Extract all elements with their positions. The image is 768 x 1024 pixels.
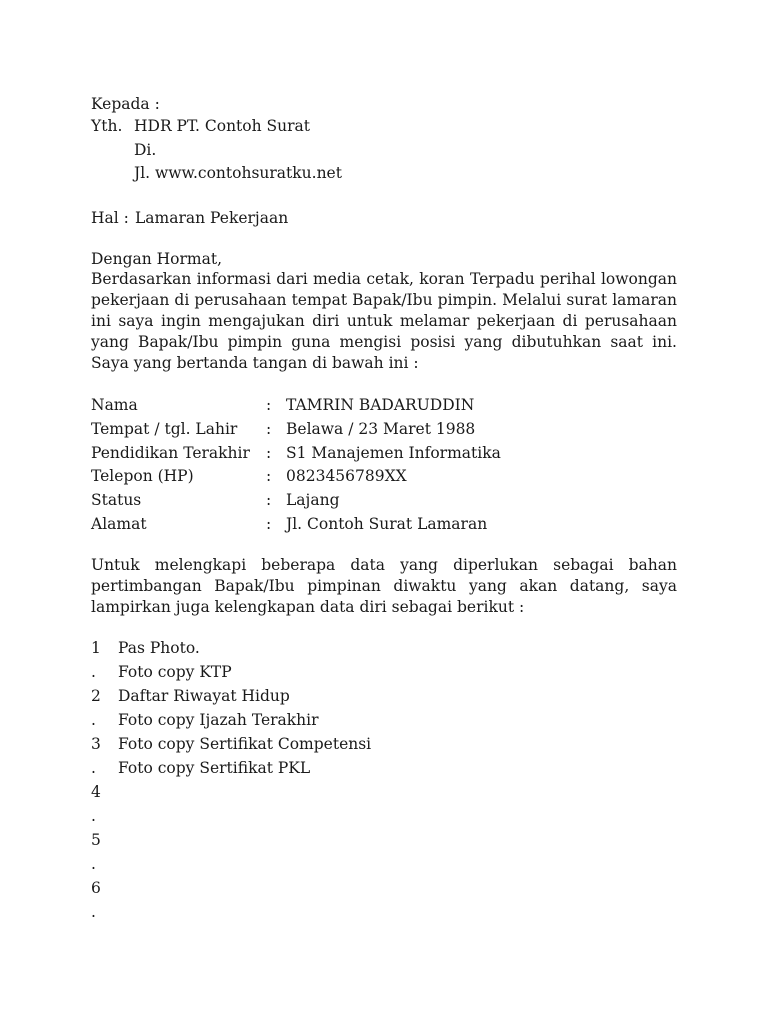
greeting: Dengan Hormat, — [91, 250, 223, 268]
list-marker: . — [91, 807, 96, 825]
detail-row — [91, 420, 691, 444]
detail-colon: : — [266, 491, 272, 509]
detail-row — [91, 444, 691, 468]
detail-value: TAMRIN BADARUDDIN — [286, 396, 475, 414]
list-marker: 4 — [91, 783, 101, 801]
list-item: Foto copy Sertifikat PKL — [118, 759, 311, 777]
list-marker: . — [91, 903, 96, 921]
detail-row — [91, 396, 691, 420]
detail-value: 0823456789XX — [286, 467, 407, 485]
detail-label: Alamat — [91, 515, 147, 533]
list-marker: 5 — [91, 831, 101, 849]
intro-paragraph: Berdasarkan informasi dari media cetak, koran Terpadu perihal lowongan pekerjaan di perusahaan tempat Bapak/Ibu pimpin. Melalui surat lamaran ini saya ingin mengajukan diri untuk melamar pekerjaan di perusahaan yang Bapak/Ibu pimpin guna mengisi posisi yang dibutuhkan saat ini. Saya yang bertanda tangan di bawah ini : — [91, 270, 677, 372]
detail-colon: : — [266, 467, 272, 485]
detail-label: Tempat / tgl. Lahir — [91, 420, 238, 438]
list-marker: 1 — [91, 639, 101, 657]
recipient-name: HDR PT. Contoh Surat — [134, 117, 311, 135]
recipient-address: Jl. www.contohsuratku.net — [134, 164, 342, 182]
list-marker: . — [91, 663, 96, 681]
subject-text: Lamaran Pekerjaan — [135, 209, 289, 227]
list-marker: . — [91, 711, 96, 729]
list-marker: 2 — [91, 687, 101, 705]
detail-value: Belawa / 23 Maret 1988 — [286, 420, 476, 438]
detail-value: Jl. Contoh Surat Lamaran — [286, 515, 488, 533]
detail-value: Lajang — [286, 491, 340, 509]
list-marker: 6 — [91, 879, 101, 897]
recipient-di: Di. — [134, 141, 157, 159]
list-item: Daftar Riwayat Hidup — [118, 687, 290, 705]
list-marker: . — [91, 759, 96, 777]
detail-colon: : — [266, 420, 272, 438]
detail-label: Nama — [91, 396, 138, 414]
detail-label: Telepon (HP) — [91, 467, 194, 485]
detail-label: Pendidikan Terakhir — [91, 444, 250, 462]
list-item: Foto copy Sertifikat Competensi — [118, 735, 372, 753]
list-marker: 3 — [91, 735, 101, 753]
list-item: Foto copy KTP — [118, 663, 232, 681]
kepada-label: Kepada : — [91, 95, 160, 113]
detail-colon: : — [266, 444, 272, 462]
detail-colon: : — [266, 515, 272, 533]
list-item: Foto copy Ijazah Terakhir — [118, 711, 319, 729]
detail-colon: : — [266, 396, 272, 414]
closing-paragraph: Untuk melengkapi beberapa data yang diperlukan sebagai bahan pertimbangan Bapak/Ibu pimpinan diwaktu yang akan datang, saya lampirkan juga kelengkapan data diri sebagai berikut : — [91, 556, 677, 616]
detail-value: S1 Manajemen Informatika — [286, 444, 501, 462]
list-marker: . — [91, 855, 96, 873]
yth-label: Yth. — [91, 117, 123, 135]
detail-row — [91, 491, 691, 515]
detail-row — [91, 515, 691, 539]
detail-row — [91, 467, 691, 491]
detail-label: Status — [91, 491, 142, 509]
list-item: Pas Photo. — [118, 639, 200, 657]
subject-label: Hal : — [91, 209, 129, 227]
